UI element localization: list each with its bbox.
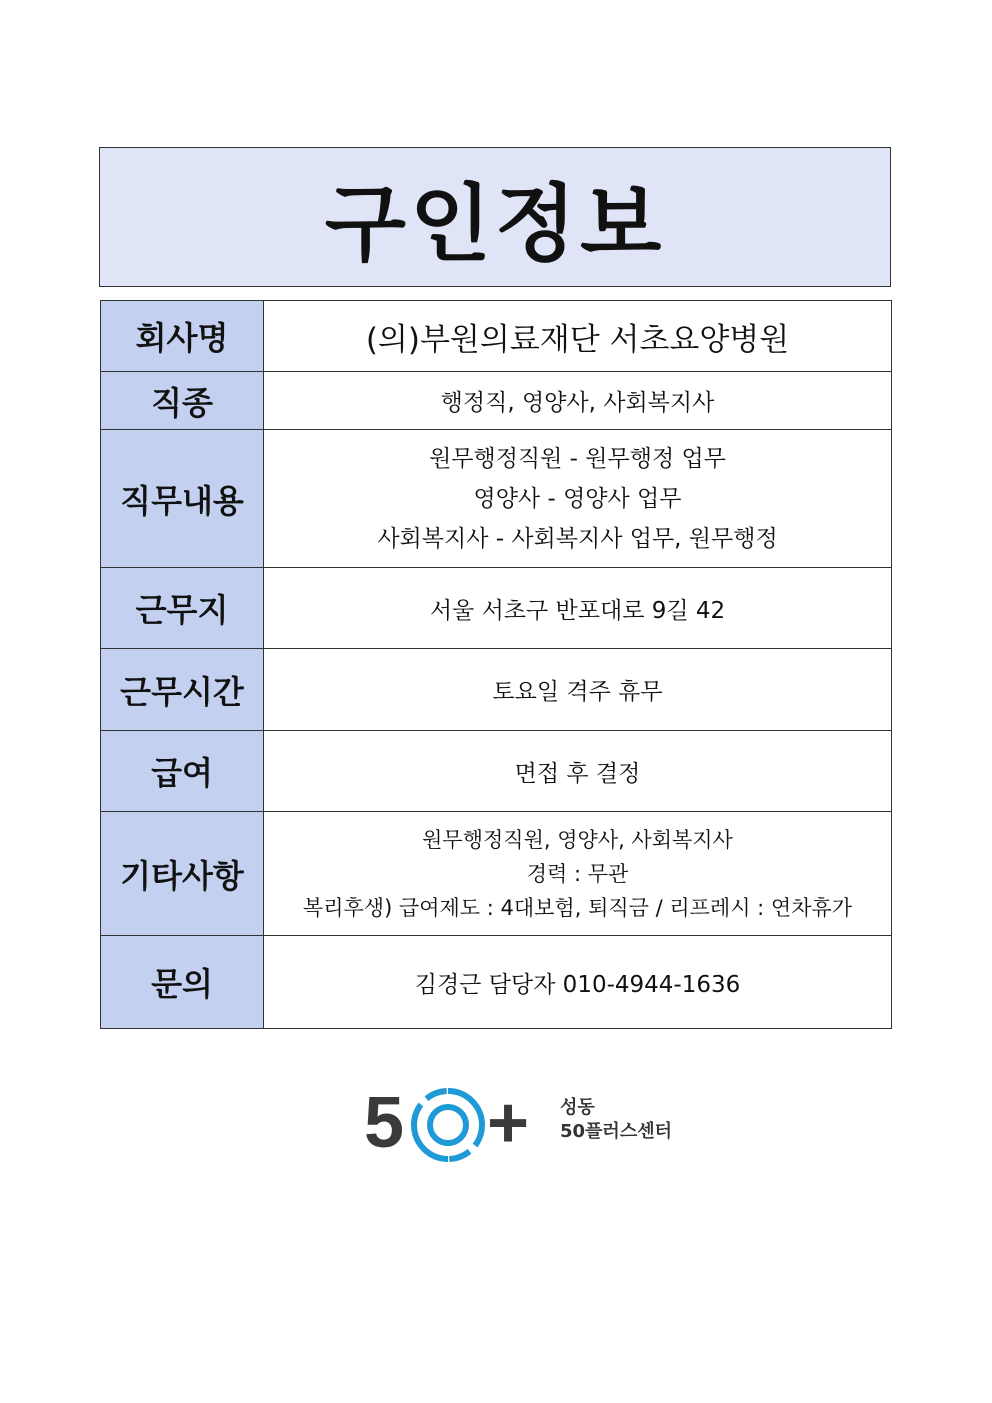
job-type-text: 행정직, 영양사, 사회복지사	[440, 390, 715, 416]
label-hours: 근무시간	[101, 649, 264, 731]
value-hours	[264, 649, 892, 731]
etc-line: 복리후생) 급여제도 : 4대보험, 퇴직금 / 리프레시 : 연차휴가	[302, 895, 853, 920]
value-location	[264, 568, 892, 649]
label-etc: 기타사항	[101, 812, 264, 936]
etc-line: 경력 : 무관	[526, 861, 629, 886]
row-etc	[101, 812, 892, 936]
duty-line: 영양사 - 영양사 업무	[473, 485, 682, 512]
label-location: 근무지	[101, 568, 264, 649]
value-company	[264, 301, 892, 372]
contact-text: 김경근 담당자 010-4944-1636	[414, 971, 741, 998]
value-job-type	[264, 372, 892, 430]
job-info-table	[100, 300, 892, 1029]
location-text: 서울 서초구 반포대로 9길 42	[429, 597, 726, 624]
row-location	[101, 568, 892, 649]
logo-line-center: 50플러스센터	[560, 1121, 672, 1142]
row-company	[101, 301, 892, 372]
label-salary: 급여	[101, 731, 264, 812]
logo-line-district: 성동	[560, 1097, 595, 1118]
label-company: 회사명	[101, 301, 264, 372]
etc-line: 원무행정직원, 영양사, 사회복지사	[422, 827, 733, 852]
title-box	[99, 147, 891, 287]
logo-ring-icon	[414, 1091, 482, 1159]
salary-text: 면접 후 결정	[514, 760, 641, 787]
value-duties	[264, 430, 892, 568]
duty-line: 사회복지사 - 사회복지사 업무, 원무행정	[377, 525, 778, 552]
row-hours	[101, 649, 892, 731]
logo-plus: +	[487, 1085, 530, 1163]
value-etc	[264, 812, 892, 936]
value-salary	[264, 731, 892, 812]
row-job-type	[101, 372, 892, 430]
company-name: (의)부원의료재단 서초요양병원	[365, 321, 790, 358]
row-duties	[101, 430, 892, 568]
label-contact: 문의	[101, 936, 264, 1029]
row-salary	[101, 731, 892, 812]
value-contact	[264, 936, 892, 1029]
row-contact	[101, 936, 892, 1029]
hours-text: 토요일 격주 휴무	[492, 679, 663, 705]
page-title: 구인정보	[324, 174, 666, 273]
label-duties: 직무내용	[101, 430, 264, 568]
label-job-type: 직종	[101, 372, 264, 430]
logo-text	[560, 1096, 672, 1144]
duty-line: 원무행정직원 - 원무행정 업무	[429, 445, 726, 472]
logo-five: 5	[364, 1085, 405, 1163]
